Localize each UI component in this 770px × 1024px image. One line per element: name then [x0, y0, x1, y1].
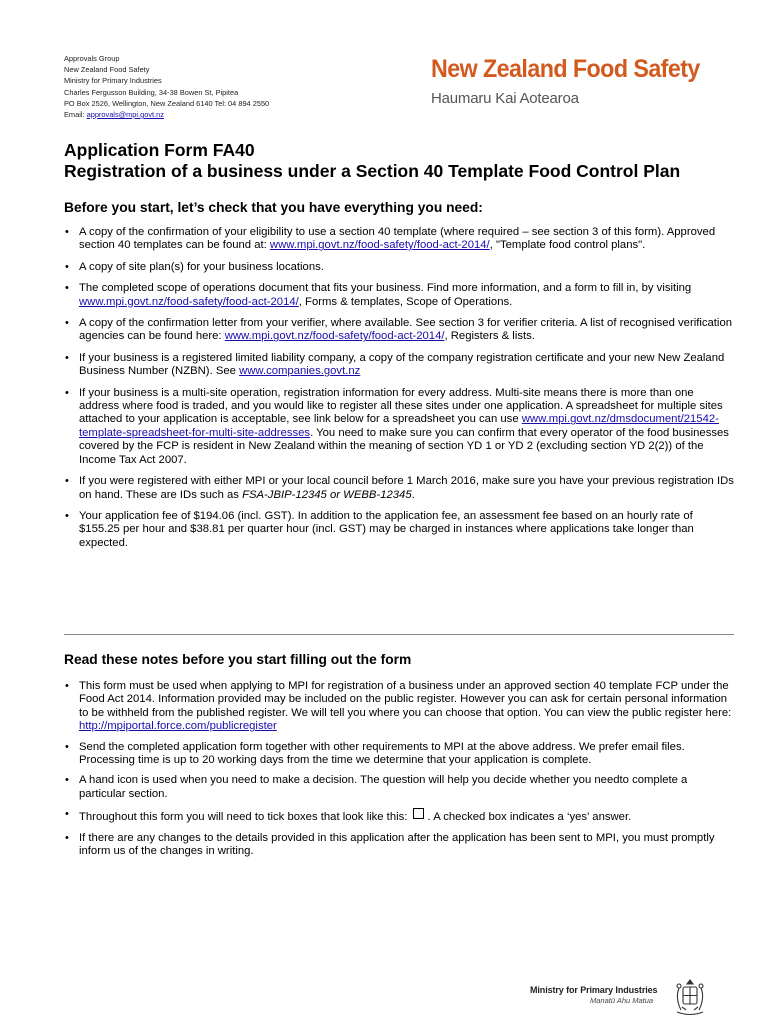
checklist-heading: Before you start, let’s check that you have everything you need: — [64, 200, 483, 215]
sender-address — [64, 53, 269, 120]
form-title: Application Form FA40 — [64, 140, 255, 160]
brand-subtitle: Haumaru Kai Aotearoa — [431, 90, 579, 107]
footer-title: Ministry for Primary Industries — [530, 985, 658, 995]
footer-logo — [530, 985, 657, 1005]
address-line: Charles Fergusson Building, 34-38 Bowen St, Pipitea — [64, 87, 239, 97]
list-item: • The completed scope of operations document that fits your business. Find more information, and a form to fill in, by visiting www.mpi.govt.nz/food-safety/food-act-2014/, Forms & templates, Scope of Operations. — [64, 282, 736, 309]
section-divider — [64, 634, 734, 635]
address-line: New Zealand Food Safety — [64, 65, 150, 75]
public-register-link[interactable]: http://mpiportal.force.com/publicregister — [79, 720, 277, 733]
nz-coat-of-arms-icon — [672, 978, 708, 1018]
companies-link[interactable]: www.companies.govt.nz — [239, 365, 361, 378]
address-line: Ministry for Primary Industries — [64, 76, 162, 86]
notes-list — [64, 680, 736, 865]
checkbox-icon — [413, 808, 424, 819]
list-item: • If there are any changes to the details provided in this application after the application has been sent to MPI, you must promptly inform us of the changes in writing. — [64, 832, 736, 859]
email-label: Email: — [64, 110, 87, 120]
address-line: Approvals Group — [64, 54, 120, 63]
spreadsheet-link[interactable]: www.mpi.govt.nz/dmsdocument/21542-template-spreadsheet-for-multi-site-addresses — [79, 413, 719, 439]
list-item: • Send the completed application form together with other requirements to MPI at the above address. We prefer email files. Processing time is up to 20 working days from the time we determine that your application is complete. — [64, 741, 736, 768]
food-act-link[interactable]: www.mpi.govt.nz/food-safety/food-act-2014/ — [79, 295, 299, 308]
list-item: • If your business is a multi-site operation, registration information for every address. Multi-site means there is more than one address where food is traded, and you would like to register all these sites under one application. A spreadsheet for multiple sites attached to your application is acceptable, see link below for a spreadsheet you can use www.mpi.govt.nz/dmsdocument/21542-template-spreadsheet-for-multi-site-addresses. You need to make sure you can confirm that every operator of the food businesses covered by the FCP is resident in New Zealand within the meaning of section YD 1 or YD 2 (excluding section YD 2(2)) of the Income Tax Act 2007. — [64, 387, 736, 467]
list-item: • This form must be used when applying to MPI for registration of a business under an approved section 40 template FCP under the Food Act 2014. Information provided may be included on the public register. However you can ask for certain personal information to be withheld from the published register. We will tell you where you can choose that option. You can view the public register here: http://mpiportal.force.com/publicregister — [64, 680, 736, 734]
list-item: • Your application fee of $194.06 (incl. GST). In addition to the application fee, an assessment fee based on an hourly rate of $155.25 per hour and $38.81 per quarter hour (incl. GST) may be charged in instances where applications take longer than expected. — [64, 510, 736, 550]
list-item: • If you were registered with either MPI or your local council before 1 March 2016, make sure you have your previous registration IDs on hand. These are IDs such as FSA-JBIP-12345 or WEBB-12345. — [64, 475, 736, 502]
brand-logo — [431, 55, 720, 107]
checklist-list — [64, 226, 736, 558]
notes-heading: Read these notes before you start filling out the form — [64, 652, 412, 667]
food-act-link[interactable]: www.mpi.govt.nz/food-safety/food-act-2014/ — [269, 239, 490, 252]
brand-title: New Zealand Food Safety — [431, 55, 700, 83]
email-line — [64, 109, 269, 120]
list-item: • A copy of the confirmation of your eligibility to use a section 40 template (where required – see section 3 of this form). Approved section 40 templates can be found at: www.mpi.govt.nz/food-safety/food-act-2014/, "Template food control plans". — [64, 226, 736, 253]
list-item: • If your business is a registered limited liability company, a copy of the company registration certificate and your new New Zealand Business Number (NZBN). See www.companies.govt.nz — [64, 352, 736, 379]
footer-subtitle: Manatū Ahu Matua — [590, 996, 654, 1005]
form-subtitle: Registration of a business under a Section 40 Template Food Control Plan — [64, 161, 681, 181]
list-item: • A copy of the confirmation letter from your verifier, where available. See section 3 for verifier criteria. A list of recognised verification agencies can be found here: www.mpi.govt.nz/food-safety/food-act-2014/, Registers & lists. — [64, 317, 736, 344]
food-act-link[interactable]: www.mpi.govt.nz/food-safety/food-act-2014/ — [224, 330, 445, 343]
list-item: • Throughout this form you will need to tick boxes that look like this: . A checked box indicates a ‘yes’ answer. — [64, 808, 736, 824]
email-link[interactable]: approvals@mpi.govt.nz — [86, 110, 164, 120]
form-heading — [64, 140, 680, 182]
list-item: • A copy of site plan(s) for your business locations. — [64, 261, 736, 274]
address-line: PO Box 2526, Wellington, New Zealand 6140 Tel: 04 894 2550 — [64, 98, 270, 108]
list-item: • A hand icon is used when you need to make a decision. The question will help you decide whether you needto complete a particular section. — [64, 774, 736, 801]
